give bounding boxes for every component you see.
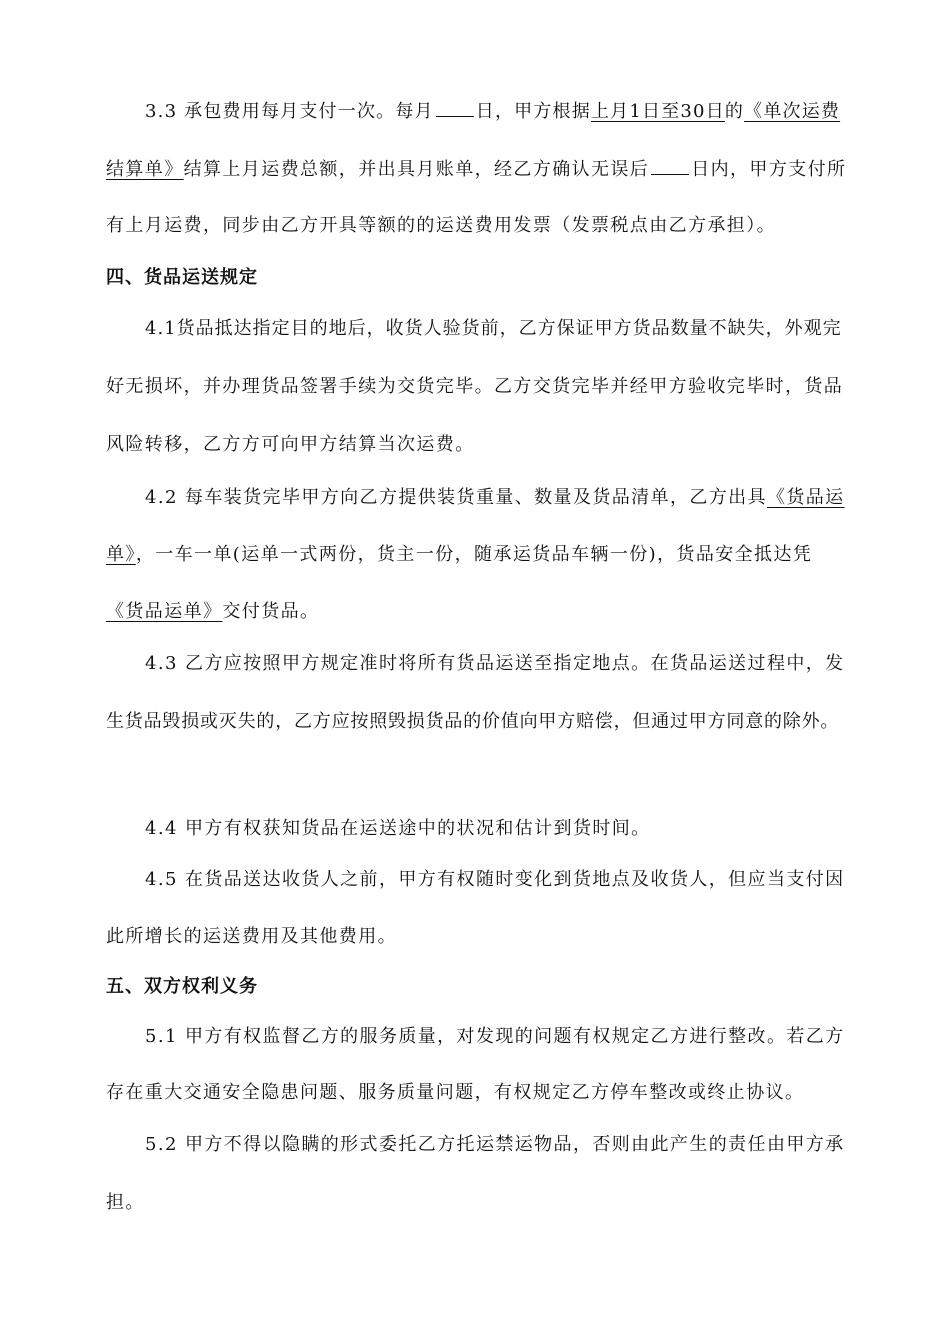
text: 日内，甲方支付所 [691, 159, 847, 180]
blank-day-field [436, 100, 474, 117]
clause-4-2-line-1 [145, 487, 846, 509]
clause-3-3-line-1 [145, 100, 846, 123]
underlined-text: 上月1日至30日 [590, 101, 725, 122]
clause-5-2-line-1: 5.2 甲方不得以隐瞒的形式委托乙方托运禁运物品，否则由此产生的责任由甲方承 [145, 1134, 845, 1155]
clause-4-1-line-2: 好无损坏，并办理货品签署手续为交货完毕。乙方交货完毕并经甲方验收完毕时，货品 [106, 376, 844, 397]
clause-4-2-line-2 [106, 544, 846, 566]
section-5-heading: 五、双方权利义务 [106, 976, 258, 997]
clause-5-1-line-1: 5.1 甲方有权监督乙方的服务质量，对发现的问题有权规定乙方进行整改。若乙方 [145, 1026, 845, 1047]
clause-4-1-line-1: 4.1货品抵达指定目的地后，收货人验货前，乙方保证甲方货品数量不缺失，外观完 [145, 318, 842, 339]
text: 日，甲方根据 [475, 101, 591, 122]
clause-4-5-line-2: 此所增长的运送费用及其他费用。 [106, 926, 397, 947]
section-4-heading: 四、货品运送规定 [106, 267, 258, 288]
underlined-text: 单》 [106, 544, 136, 565]
text: 交付货品。 [222, 601, 320, 622]
underlined-text: 结算单》 [106, 159, 184, 180]
underlined-text: 《货品运单》 [106, 601, 223, 622]
clause-3-3-line-2 [106, 158, 846, 181]
clause-5-1-line-2: 存在重大交通安全隐患问题、服务质量问题，有权规定乙方停车整改或终止协议。 [106, 1082, 805, 1103]
clause-3-3-line-3: 有上月运费，同步由乙方开具等额的的运送费用发票（发票税点由乙方承担）。 [106, 215, 776, 236]
blank-days-field [651, 158, 689, 175]
clause-5-2-line-2: 担。 [106, 1192, 145, 1213]
clause-4-3-line-2: 生货品毁损或灭失的，乙方应按照毁损货品的价值向甲方赔偿，但通过甲方同意的除外。 [106, 711, 840, 732]
clause-4-1-line-3: 风险转移，乙方方可向甲方结算当次运费。 [106, 434, 475, 455]
text: ，一车一单(运单一式两份，货主一份，随承运货品车辆一份)，货品安全抵达凭 [135, 544, 813, 565]
text: 结算上月运费总额，并出具月账单，经乙方确认无误后 [183, 159, 650, 180]
text: 4.2 每车装货完毕甲方向乙方提供装货重量、数量及货品清单，乙方出具 [145, 487, 767, 508]
clause-4-4-line-1: 4.4 甲方有权获知货品在运送途中的状况和估计到货时间。 [145, 818, 651, 839]
clause-4-2-line-3 [106, 601, 846, 623]
clause-4-5-line-1: 4.5 在货品送达收货人之前，甲方有权随时变化到货地点及收货人，但应当支付因 [145, 869, 845, 890]
underlined-text: 《货品运 [766, 487, 845, 508]
clause-4-3-line-1: 4.3 乙方应按照甲方规定准时将所有货品运送至指定地点。在货品运送过程中，发 [145, 653, 845, 674]
text: 的 [724, 101, 745, 122]
underlined-text: 《单次运费 [744, 101, 841, 122]
text: 3.3 承包费用每月支付一次。每月 [145, 101, 434, 122]
